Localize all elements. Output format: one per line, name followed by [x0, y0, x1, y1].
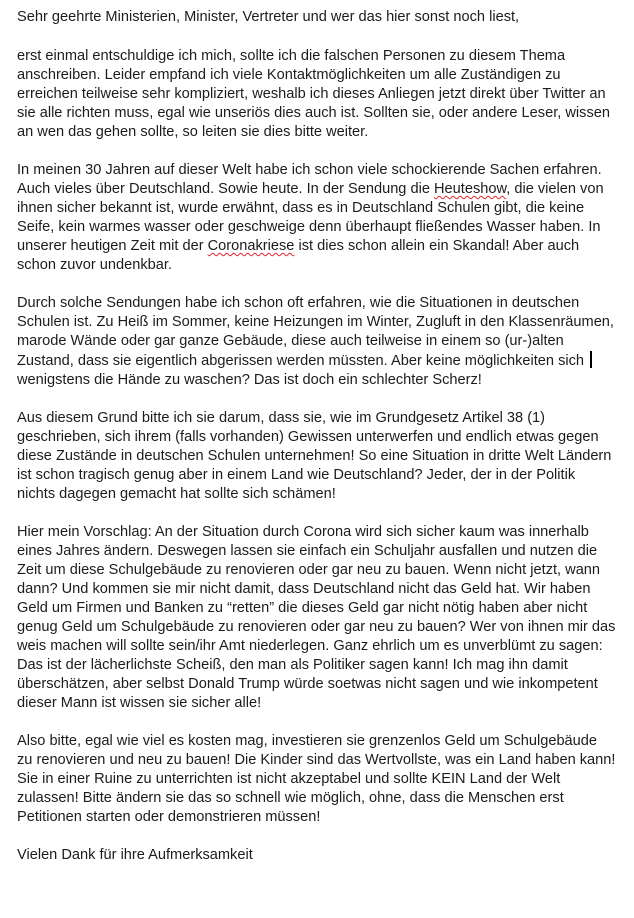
text-line: schon zuvor undenkbar.: [17, 257, 172, 273]
text-line: nichts dagegen gemacht hat sollte sich schämen!: [17, 486, 336, 502]
paragraph-6: [17, 732, 629, 827]
text-cursor-caret: [590, 351, 592, 368]
text-line: Aus diesem Grund bitte ich sie darum, dass sie, wie im Grundgesetz Artikel 38 (1): [17, 410, 546, 426]
text-line: ist schon tragisch genug aber in einem Land wie Deutschland? Jeder, der in der Politik: [17, 467, 576, 483]
text-line: dann? Und kommen sie mir nicht damit, dass Deutschland nicht das Geld hat. Wir haben: [17, 581, 591, 597]
paragraph-5: [17, 523, 629, 713]
text-line: ihnen sicher bekannt ist, wurde erwähnt, dass es in Deutschland Schulen gibt, die keine: [17, 200, 585, 216]
text-line: Zeit um diese Schulgebäude zu renovieren oder gar neu zu bauen. Wenn nicht jetzt, wann: [17, 562, 601, 578]
closing: [17, 846, 629, 865]
text-line: Geld um Firmen und Banken zu “retten” die dieses Geld gar nicht nötig haben aber nicht: [17, 600, 588, 616]
text-line: Also bitte, egal wie viel es kosten mag, investieren sie grenzenlos Geld um Schulgebäude: [17, 733, 598, 749]
text-line: Hier mein Vorschlag: An der Situation durch Corona wird sich sicher kaum was innerhalb: [17, 524, 589, 540]
text-line: Sehr geehrte Ministerien, Minister, Vertreter und wer das hier sonst noch liest,: [17, 9, 520, 25]
paragraph-1: [17, 47, 629, 142]
text-line: diese Zustände in deutschen Schulen unternehmen! So eine Situation in dritte Welt Ländern: [17, 448, 612, 464]
text-segment: Zustand, dass sie eigentlich abgerissen werden müssten. Aber keine möglichkeiten sich: [17, 353, 585, 369]
text-line: sie alle richten muss, egal wie unseriös dies auch ist. Sollten sie, oder andere Leser, wissen: [17, 105, 610, 121]
text-line: Vielen Dank für ihre Aufmerksamkeit: [17, 847, 253, 863]
text-line: Seife, kein warmes wasser oder geschweige denn überhaupt fließendes Wasser haben. In: [17, 219, 601, 235]
spellcheck-flagged-word[interactable]: Heuteshow: [434, 181, 507, 197]
text-line: überschätzen, aber selbst Donald Trump würde soetwas nicht sagen und wie inkompetent: [17, 676, 598, 692]
text-line: weis machen will sollte sein/ihr Amt niederlegen. Ganz ehrlich um es unverblümt zu sagen:: [17, 638, 603, 654]
text-line: In meinen 30 Jahren auf dieser Welt habe ich schon viele schockierende Sachen erfahren.: [17, 162, 602, 178]
spellcheck-flagged-word[interactable]: Coronakriese: [207, 238, 295, 254]
text-line: [17, 351, 629, 371]
text-line: erreichen teilweise sehr kompliziert, weshalb ich dieses Anliegen jetzt direkt über Twitter an: [17, 86, 606, 102]
text-segment: Auch vieles über Deutschland. Sowie heute. In der Sendung die: [17, 181, 435, 197]
text-segment: , die vielen von: [506, 181, 604, 197]
text-line: an wen das gehen sollte, so leiten sie dies bitte weiter.: [17, 124, 369, 140]
text-line: marode Wände oder gar ganze Gebäude, diese auch teilweise in einem so (ur-)alten: [17, 333, 564, 349]
text-line: wenigstens die Hände zu waschen? Das ist doch ein schlechter Scherz!: [17, 372, 482, 388]
text-line: Sie in einer Ruine zu unterrichten ist nicht akzeptabel und sollte KEIN Land der Welt: [17, 771, 561, 787]
text-line: genug Geld um Schulgebäude zu renovieren oder gar neu zu bauen? Wer von ihnen mir das: [17, 619, 616, 635]
text-line: zu renovieren und neu zu bauen! Die Kinder sind das Wertvollste, was ein Land haben kann!: [17, 752, 616, 768]
text-line: eines Jahres ändern. Deswegen lassen sie einfach ein Schuljahr ausfallen und nutzen die: [17, 543, 598, 559]
letter-document[interactable]: [17, 8, 629, 884]
text-line: Schulen ist. Zu Heiß im Sommer, keine Heizungen im Winter, Zugluft in den Klassenräumen,: [17, 314, 614, 330]
text-line: Das ist der lächerlichste Scheiß, den man als Politiker sagen kann! Ich mag ihn damit: [17, 657, 568, 673]
paragraph-4: [17, 409, 629, 504]
text-line: anschreiben. Leider empfand ich viele Kontaktmöglichkeiten um alle Zuständigen zu: [17, 67, 561, 83]
paragraph-3: [17, 294, 629, 390]
text-line: dieser Mann ist wissen sie sicher alle!: [17, 695, 262, 711]
text-line: erst einmal entschuldige ich mich, sollte ich die falschen Personen zu diesem Thema: [17, 48, 566, 64]
text-segment: unserer heutigen Zeit mit der: [17, 238, 208, 254]
text-line: [17, 180, 629, 199]
text-segment: ist dies schon allein ein Skandal! Aber auch: [294, 238, 580, 254]
text-line: [17, 237, 629, 256]
text-line: zulassen! Bitte ändern sie das so schnell wie möglich, ohne, dass die Menschen erst: [17, 790, 564, 806]
text-line: Petitionen starten oder demonstrieren müssen!: [17, 809, 321, 825]
text-line: Durch solche Sendungen habe ich schon oft erfahren, wie die Situationen in deutschen: [17, 295, 580, 311]
paragraph-2: [17, 161, 629, 275]
text-line: geschrieben, sich ihrem (falls vorhanden) Gewissen unterwerfen und endlich etwas gegen: [17, 429, 599, 445]
salutation: [17, 8, 629, 27]
